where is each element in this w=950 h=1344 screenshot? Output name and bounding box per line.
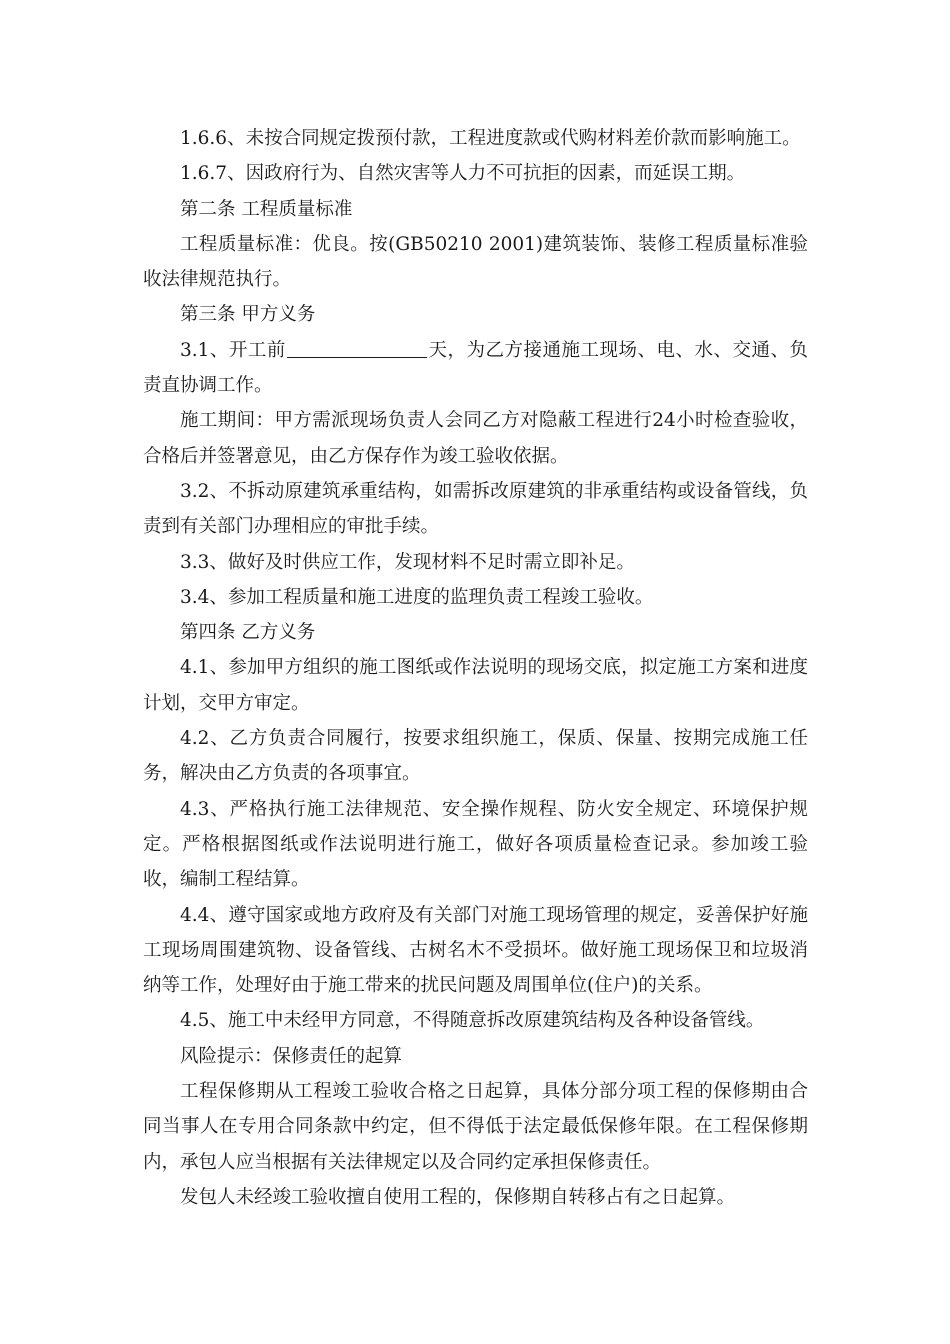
clause-3-3: 3.3、做好及时供应工作，发现材料不足时需立即补足。 <box>180 551 635 573</box>
document-body <box>143 121 808 1215</box>
unaccepted-use-paragraph: 发包人未经竣工验收擅自使用工程的，保修期自转移占有之日起算。 <box>180 1186 736 1208</box>
fill-in-blank-days[interactable] <box>287 337 427 358</box>
article-3-heading: 第三条 甲方义务 <box>180 304 316 326</box>
quality-standard-paragraph: 工程质量标准：优良。按(GB50210 2001)建筑装饰、装修工程质量标准验收法律规范执行。 <box>143 233 808 291</box>
warranty-period-paragraph: 工程保修期从工程竣工验收合格之日起算，具体分部分项工程的保修期由合同当事人在专用合同条款中约定，但不得低于法定最低保修年限。在工程保修期内，承包人应当根据有关法律规定以及合同约定承担保修责任。 <box>143 1081 808 1173</box>
clause-4-2: 4.2、乙方负责合同履行，按要求组织施工，保质、保量、按期完成施工任务，解决由乙方负责的各项事宜。 <box>143 728 808 785</box>
construction-period-paragraph: 施工期间：甲方需派现场负责人会同乙方对隐蔽工程进行24小时检查验收，合格后并签署意见，由乙方保存作为竣工验收依据。 <box>143 410 808 467</box>
risk-notice-heading: 风险提示：保修责任的起算 <box>180 1045 403 1067</box>
clause-3-2: 3.2、不拆动原建筑承重结构，如需拆改原建筑的非承重结构或设备管线，负责到有关部门办理相应的审批手续。 <box>143 480 808 538</box>
clause-3-1-after: 天，为乙方接通施工现场、电、水、交通、负责直协调工作。 <box>143 339 808 397</box>
clause-3-4: 3.4、参加工程质量和施工进度的监理负责工程竣工验收。 <box>180 586 654 608</box>
clause-3-1-before: 3.1、开工前 <box>180 339 286 361</box>
clause-1-6-6: 1.6.6、未按合同规定拨预付款，工程进度款或代购材料差价款而影响施工。 <box>180 128 801 149</box>
clause-4-3: 4.3、严格执行施工法律规范、安全操作规程、防火安全规定、环境保护规定。严格根据图纸或作法说明进行施工，做好各项质量检查记录。参加竣工验收，编制工程结算。 <box>143 798 808 891</box>
article-2-heading: 第二条 工程质量标准 <box>180 198 353 220</box>
clause-4-4: 4.4、遵守国家或地方政府及有关部门对施工现场管理的规定，妥善保护好施工现场周围建筑物、设备管线、古树名木不受损坏。做好施工现场保卫和垃圾消纳等工作，处理好由于施工带来的扰民问题及周围单位(住户)的关系。 <box>143 904 808 997</box>
clause-4-5: 4.5、施工中未经甲方同意，不得随意拆改原建筑结构及各种设备管线。 <box>180 1010 765 1032</box>
clause-3-1 <box>143 333 808 404</box>
clause-1-6-7: 1.6.7、因政府行为、自然灾害等人力不可抗拒的因素，而延误工期。 <box>180 163 746 185</box>
clause-4-1: 4.1、参加甲方组织的施工图纸或作法说明的现场交底，拟定施工方案和进度计划，交甲方审定。 <box>143 657 808 714</box>
article-4-heading: 第四条 乙方义务 <box>180 622 316 644</box>
